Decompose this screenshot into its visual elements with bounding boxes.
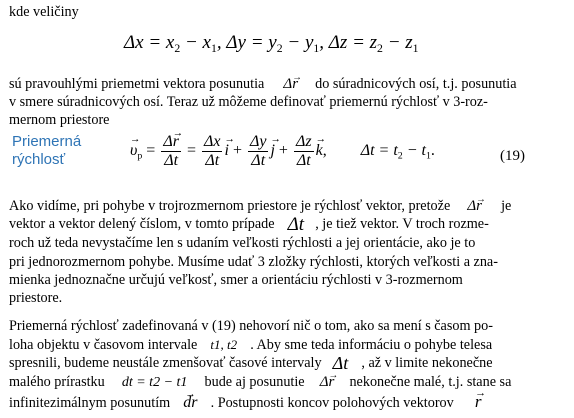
delta-r-symbol: Δ→ r (320, 374, 335, 391)
para3-line4: malého prírastku dt = t2 − t1 bude aj posunutie Δ→ r nekonečne malé, t.j. stane sa (9, 374, 511, 391)
para3-line1: Priemerná rýchlosť zadefinovaná v (19) nehovorí nič o tom, ako sa mení s časom po- (9, 318, 493, 334)
delta-r-symbol: Δ→ r (283, 76, 298, 93)
para3-line2: loha objektu v časovom intervale t1, t2 . Aby sme teda informáciu o pohybe telesa (9, 337, 493, 353)
para2-line3: roch už teda nevystačíme len s udaním veľkosti rýchlosti a jej orientácie, ako je to (9, 235, 476, 251)
para2-line6: priestore. (9, 290, 63, 306)
delta-r-symbol: Δ→ r (467, 198, 482, 215)
equation-19: → $\upsilon_p$ = $\frac{\Delta\to r}{\Delta t}$ = $\frac{\Delta x}{\Delta t}$ → i + $\frac{\Delta y}{\Delta t}$ → j + $\frac{\Delta z}{\Delta t}$ → k, $\Delta t = t_2 - t_1$. (130, 133, 435, 170)
para1-line3: mernom priestore (9, 112, 110, 128)
dr-symbol: → dr (183, 394, 197, 411)
para1-line1: sú pravouhlými priemetmi vektora posunutia Δ→ r do súradnicových osí, t.j. posunutia (9, 76, 517, 93)
margin-label-line1: Priemerná (12, 133, 82, 150)
para2-line5: mienka jednoznačne určujú veľkosť, smer a orientáciu rýchlosti v 3-rozmernom (9, 272, 463, 288)
delta-t-symbol: Δt (287, 214, 305, 236)
para3-line5: infinitezimálnym posunutím → dr . Postupnosti koncov polohových vektorov → r (9, 393, 481, 412)
delta-t-symbol: Δt (332, 353, 349, 374)
equation-number: (19) (500, 148, 525, 164)
margin-label-line2: rýchlosť (12, 151, 66, 168)
equation-differences: $\Delta x = x_2 - x_1$, $\Delta y = y_2 - y_1$, $\Delta z = z_2 - z_1$ (124, 32, 419, 56)
para3-line3: spresnili, budeme neustále zmenšovať časové intervaly Δt , až v limite nekonečne (9, 353, 493, 374)
para2-line2: vektor a vektor delený číslom, v tomto prípade Δt , je tiež vektor. V troch rozme- (9, 214, 489, 236)
para2-line1: Ako vidíme, pri pohybe v trojrozmernom priestore je rýchlosť vektor, pretože Δ→ r je (9, 198, 511, 215)
para1-line2: v smere súradnicových osí. Teraz už môžeme definovať priemernú rýchlosť v 3-roz- (9, 94, 488, 110)
intro-text: kde veličiny (9, 4, 79, 20)
dt-expression: dt = t2 − t1 (121, 375, 188, 390)
para2-line4: pri jednorozmernom pohybe. Musíme udať 3 zložky rýchlosti, ktorých veľkosti a zna- (9, 254, 498, 270)
interval-symbol: t1, t2 (210, 337, 238, 352)
r-vector-symbol: → r (475, 393, 482, 410)
